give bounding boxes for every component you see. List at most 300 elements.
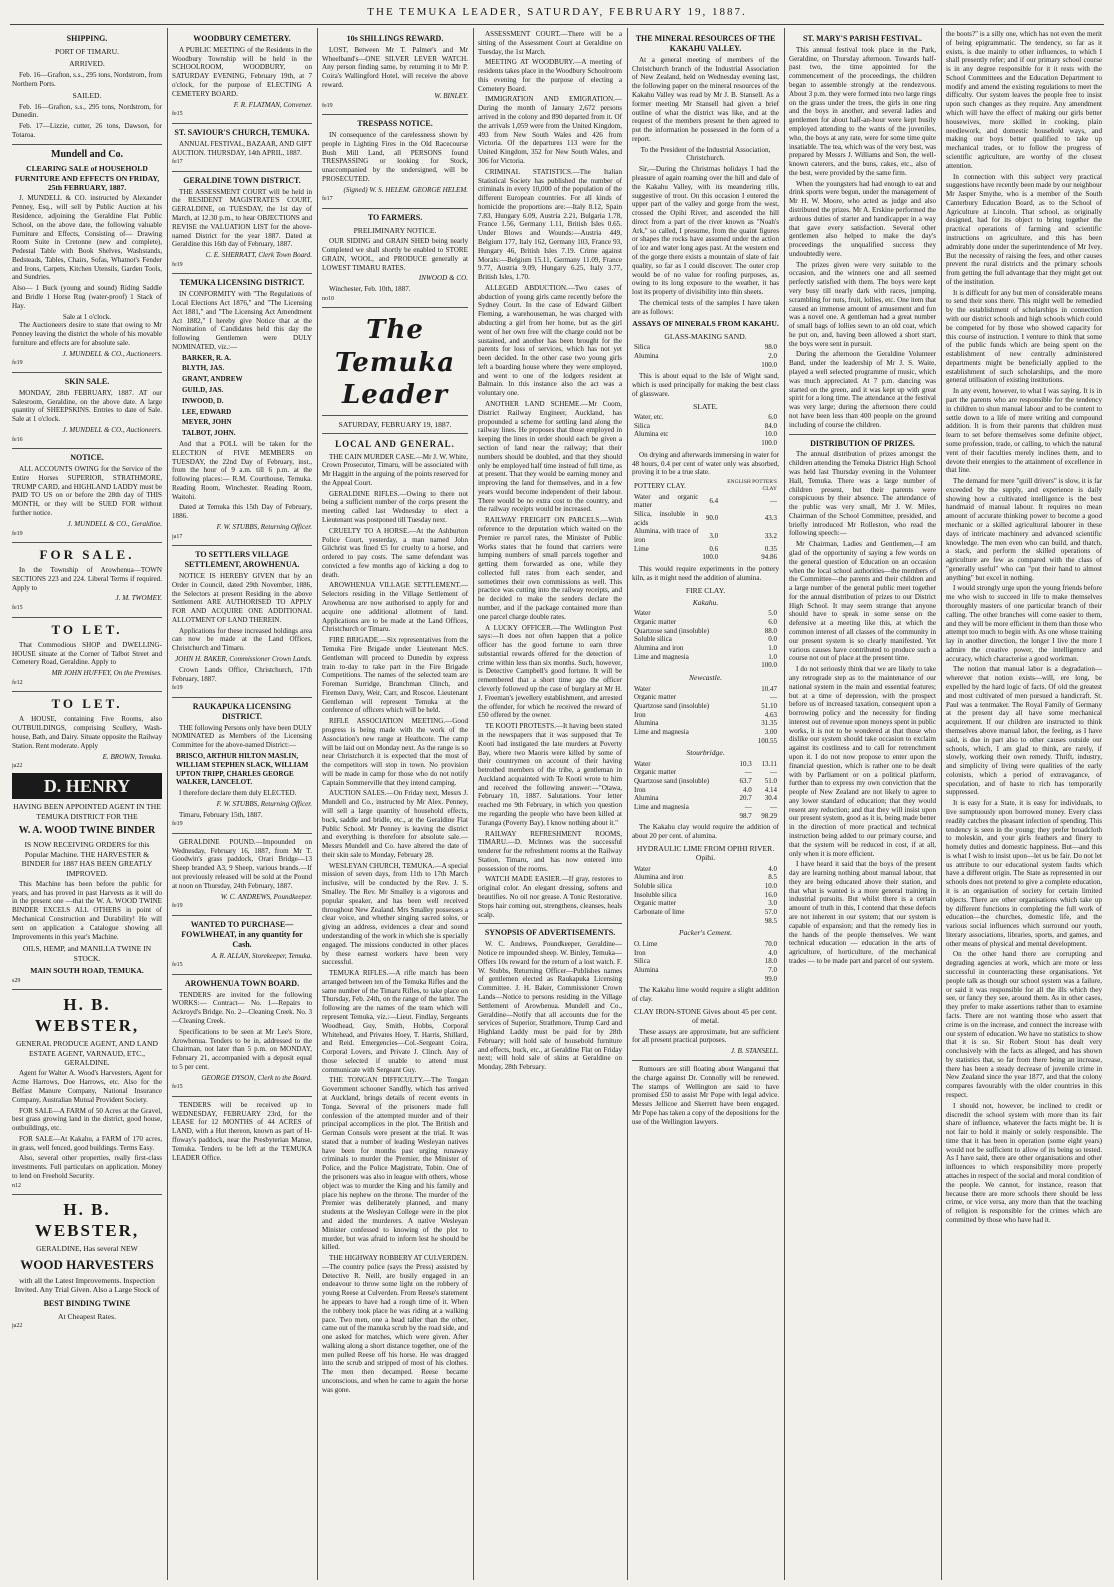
- table-row: [632, 908, 779, 917]
- cell-label: Alumina: [634, 351, 659, 360]
- table-row: [632, 865, 779, 874]
- cell-label: Soluble silica: [634, 635, 672, 644]
- article-paragraph: During the afternoon the Geraldine Volunteer Band, under the leadership of Mr J. S. Waite, played a well selected programme of music, which was much appreciated. At 7 p.m. dancing was started on the green, and it was kept up with great spirit for a long time. The attendance at the festival was very large; during the afternoon there could not have been less than 400 people on the ground including of course the children.: [789, 350, 936, 429]
- settlers-text: NOTICE IS HEREBY GIVEN that by an Order in Council, dated 29th November, 1886, the Selectors at present Residing in the above Settlement ARE AUTHORISED TO APPLY FOR AND ACQUIRE ONE ADDITIONAL ALLOTMENT OF LAND THEREIN.: [172, 572, 312, 624]
- table-row: [632, 949, 779, 958]
- webster-title: GENERAL PRODUCE AGENT, AND LAND ESTATE AGENT, VARNAUD, ETC., GERALDINE.: [16, 1039, 158, 1068]
- cell-total: 94.86: [761, 553, 777, 562]
- cell-value: 10.0: [764, 882, 777, 891]
- assay-note: On drying and afterwards immersing in water for 48 hours, 0.4 per cent of water only was absorbed, proving it to be a true slate.: [632, 450, 779, 477]
- webster-text: FOR SALE—A FARM of 50 Acres at the Gravel, best grass growing land in the district, good house, outbuildings, etc.: [12, 1106, 162, 1133]
- clearing-sale-heading: CLEARING SALE of HOUSEHOLD FURNITURE AND EFFECTS ON FRIDAY, 25th FEBRUARY, 1887.: [14, 164, 160, 193]
- nameplate: The Temuka Leader: [334, 315, 456, 410]
- table-row: [632, 430, 779, 439]
- table-row: [632, 693, 779, 702]
- article-paragraph: The prizes given were very suitable to the occasion, and the winners one and all seemed perfectly satisfied with them. The boys were kept very busy till nearly dark with races, jumping, scrambling for nuts, fruit, lollies, etc. One item that caused an immense amount of amusement and fun was a novel one. A gentleman had a great number of small bags of lollies sewn to an old coat, which he put on, and, having been allowed a short start, the boys were sent in pursuit.: [789, 260, 936, 348]
- clearing-sale-also: Also— 1 Buck (young and sound) Riding Saddle and Bridle 1 Horse Rug (water-proof) 1 Stack of Hay.: [12, 284, 162, 310]
- mineral-heading: THE MINERAL RESOURCES OF THE KAKAHU VALLEY.: [635, 34, 776, 53]
- divider: [12, 617, 162, 618]
- hydraulic-table: [632, 865, 779, 926]
- ad-ref: fe17: [172, 159, 183, 166]
- cell-label: Quartzose sand (insoluble): [634, 626, 710, 635]
- table-row: [632, 777, 779, 786]
- news-item: WATCH MADE EASIER.—If gray, restores to original color. An elegant dressing, softens and beautifies. No oil nor grease. A Tonic Restorative. Stops hair coming out, strengthens, cleanses, heals scalp.: [478, 875, 622, 919]
- cell-total: 100.0: [761, 661, 777, 670]
- news-item: TE KOOTI PROTESTS.—It having been stated in the newspapers that it was supposed that Te Kooti had instigated the late murders at Poverty Bay, where two Maoris were killed by some of their countrymen on account of their having betrothed members of the tribe, a gentleman in Auckland acquainted with Te Kooti wrote to him and received the following answer:—"Otawa, February 10, 1887. Salutations. Your letter reached me 9th February, in which you question me regarding the people who have been killed at Turanga (Poverty Bay). I know nothing about it.": [478, 722, 622, 827]
- article-paragraph: The annual distribution of prizes amongst the children attending the Temuka District High School was held last Thursday evening in the Volunteer Hall, Temuka. There was a large number of children present, but their parents were conspicuous by their absence. The attendance of the public was very small, Mr J. W. Miles, Chairman of the School Committee, presided, and briefly introduced Mr Rolleston, who read the following speech:—: [789, 450, 936, 538]
- column-1: [12, 30, 162, 1580]
- cemetery-heading: WOODBURY CEMETERY.: [193, 34, 291, 43]
- nominee: BLYTH, JAS.: [182, 364, 225, 373]
- signature: C. E. SHERRATT, Clerk Town Board.: [205, 251, 312, 260]
- cell-label: O. Lime: [634, 939, 658, 948]
- signature: GEORGE DYSON, Clerk to the Board.: [201, 1073, 312, 1082]
- pound-notice: GERALDINE POUND.—Impounded on Wednesday, February 16, 1887, from Mr T. Goodwin's grass paddock, Orari Bridge—13 Sheep branded A3, 9 Sheep, various brands.—If not previously released will be sold at the Pound at noon on Thursday, 24th February, 1887.: [172, 837, 312, 890]
- news-item: RIFLE ASSOCIATION MEETING.—Good progress is being made with the work of the Association's new range at Heathcote. The camp will be laid out on Monday next. As the range is so near Christchurch it is expected that the most of the competitors will stop in town. No provision will be made in camp for those who do not notify Captain Sommerville that they intend camping.: [322, 717, 468, 787]
- cell-value: 7.0: [768, 965, 777, 974]
- table-row: [632, 510, 779, 527]
- table-row: [632, 493, 779, 510]
- signature: J. B. STANSELL.: [730, 1047, 779, 1056]
- assays-heading: ASSAYS OF MINERALS FROM KAKAHU.: [632, 319, 779, 329]
- divider: [172, 545, 312, 546]
- town-district-heading: GERALDINE TOWN DISTRICT.: [183, 175, 301, 185]
- table-row: [632, 702, 779, 711]
- divider: [322, 307, 468, 308]
- ad-ref: fe19: [172, 821, 183, 828]
- table-row: [632, 899, 779, 908]
- ad-ref: fe19: [322, 102, 333, 109]
- table-row: [632, 527, 779, 544]
- licensing-heading: TEMUKA LICENSING DISTRICT.: [179, 278, 305, 288]
- sailed-entry: Feb. 16—Grafton, s.s., 295 tons, Nordstrom, for Dunedin.: [12, 102, 162, 120]
- henry-product: W. A. WOOD TWINE BINDER: [18, 824, 156, 836]
- nominee: MEYER, JOHN: [182, 418, 232, 427]
- news-item: FIRE BRIGADE.—Six representatives from the Temuka Fire Brigade under Lieutenant McS. Gentleman will proceed to Dunedin by express train to-day to take part in the Fire Brigade Competitions. The names of the selected team are Foreman Surridge, Branchman Clinch, and Firemen Davy, Weir, Carr, and Roscoe. Lieutenant Gentleman will represent Temuka at the conference of officers which will be held.: [322, 636, 468, 715]
- cell-label: Silica: [634, 421, 650, 430]
- table-row: [632, 882, 779, 891]
- divider: [12, 691, 162, 692]
- cell-value: 16.0: [764, 890, 777, 899]
- news-item: THE TONGAN DIFFICULTY.—The Tongan Government schooner Sandfly, which has arrived at Auckland, brings details of recent events in Tonga. Several of the prisoners made full confession of the attempted murder and of their principal accomplices in the plot. The British and German Consuls were present at the trial. It was stated that a number of leading Wesleyan natives have been for months past urging runaway criminals to murder the Premier, the Minister of Police, and the Police Magistrate, Tobin. One of the prisoners was also in league with others, whose object was to murder the King and his family and place his nephew on the throne. The murder of the Premier was deliberately planned, and many students at the Wesleyan College were in the plot and aided the murderers. A native Wesleyan Minister confessed to knowing of the plot to murder, but was afraid to inform lest he should be killed.: [322, 1076, 468, 1252]
- ad-ref: fe15: [12, 605, 23, 612]
- cell-label: Quartzose sand (insoluble): [634, 701, 710, 710]
- divider: [12, 1194, 162, 1195]
- cell-value: 13.11: [761, 759, 777, 768]
- webster-text: with all the Latest Improvements. Inspection Invited. Any Trial Given. Also a Large Stock of: [14, 1275, 160, 1295]
- cell-label: Iron: [634, 710, 646, 719]
- article-paragraph: I do not seriously think that we are likely to take any retrograde step as to the maintenance of our national system in the main and essential features; but at a time of depression, with the prospect before us of increased taxation, consequent upon a borrowing policy and the necessity for finding interest out of revenue upon moneys spent in public works, it is not to be wondered at that those who dislike our system should take occasion to exclaim against its costliness and to call for retrenchment upon it. I do not now propose to enter upon the financial question, which is rather one to be dealt with by Parliament or on a political platform, further than to express my own conviction that the people of New Zealand are not likely to agree to any lower standard of education; that they would resent any reduction; and that they will insist upon our present system, good as it is, being made better in the direction of more practical and technical instruction being added to our primary course, and that the system will be reduced in cost, if at all, only when it is more efficient.: [789, 665, 936, 858]
- to-let-text: A HOUSE, containing Five Rooms, also OUTBUILDINGS, comprising Scullery, Wash-house, Bath, and Dairy. Situate opposite the Railway Station. Rent moderate. Apply: [12, 715, 162, 750]
- ad-ref: ja22: [12, 763, 23, 770]
- signature: W. BINLEY.: [434, 91, 468, 100]
- raukapuka-text: THE following Persons only have been DULY NOMINATED as Members of the Licensing Committee for the above-named District:—: [172, 723, 312, 750]
- to-let-heading: TO LET.: [51, 696, 123, 712]
- divider: [322, 415, 468, 416]
- column-rule: [473, 28, 474, 1580]
- cell-value: 0.35: [764, 544, 777, 553]
- packers-heading: Packer's Cement.: [678, 928, 733, 938]
- news-item: AUCTION SALES.—On Friday next, Messrs J. Mundell and Co., instructed by Mr Alex. Penney, will sell a large quantity of household effects, buck, saddle and bridle, etc., at the Geraldine Flat Public School. Mr Penney is leaving the district and everything is therefore for absolute sale.—Messrs Mundell and Co. have altered the date of their skin sale to Monday, February 28.: [322, 789, 468, 859]
- divider: [172, 1096, 312, 1097]
- arrived-entry: Feb. 16—Grafton, s.s., 295 tons, Nordstrom, from Northern Ports.: [12, 70, 162, 88]
- article-paragraph: It is easy for a State, it is easy for individuals, to live sumptuously upon borrowed money. Every class readily catches the pleasant infection of spending. This tendency is seen in the young; they prefer broadcloth to moleskin, and your girls feathers and finery to homely duties and domestic happiness. But—and this is what I wish to insist upon—let us be fair. Do not let us attribute to our educational system faults which have a different origin. The State as represented in our schools does not pretend to give a complete education, it is an organisation of society for certain limited objects. There are other organisations which take up by different functions in completing the full work of education—the churches, domestic life, and the various social influences which surround our youth, literary associations, libraries, sports, and games, and other means of physical and mental development.: [946, 799, 1102, 948]
- table-row: [632, 711, 779, 720]
- pottery-table: [632, 479, 779, 562]
- table-row: [632, 966, 779, 975]
- signature: J. MUNDELL & CO., Auctioneers.: [62, 349, 162, 358]
- masthead: THE TEMUKA LEADER, SATURDAY, FEBRUARY 19, 1887.: [367, 6, 747, 18]
- cell-label: Organic matter: [634, 618, 677, 627]
- trespass-text: IN consequence of the carelessness shown by people in Lighting Fires in the Old Racecourse Bush Mill Land, all PERSONS found TRESPASSING or looking for Stock, unaccompanied by the undersigned, will be PROSECUTED.: [322, 130, 468, 183]
- column-rule: [941, 28, 942, 1580]
- table-row: [632, 719, 779, 728]
- farmers-subheading: PRELIMINARY NOTICE.: [353, 225, 437, 235]
- nominee: BARKER, R. A.: [182, 353, 232, 362]
- webster-rates: At Cheapest Rates.: [58, 1311, 116, 1321]
- table-row: [632, 891, 779, 900]
- cell-label: Lime: [634, 544, 649, 553]
- webster-text: Agent for Walter A. Wood's Harvesters, Agent for Acme Harrows, Doe Harrows, etc. Also for the Belfast Manure Company, National Insurance Company, Australian Mutual Provident Society.: [12, 1069, 162, 1104]
- cell-label: Lime and magnesia: [634, 652, 689, 661]
- ad-ref: ja17: [172, 533, 183, 540]
- cell-label: Alumina and iron: [634, 873, 684, 882]
- table-row: [632, 957, 779, 966]
- cell-total: 100.55: [757, 736, 777, 745]
- cell-value: 20.7: [739, 794, 752, 803]
- article-paragraph: On the other hand there are corrupting and degrading agencies at work, which are more or less successful in counteracting these organisations. Yet people talk as though our school system was a failure, or said it was responsible for all the ills which they see, or fancy they see, around them. As in other cases, they prefer to make assertions rather than to examine facts. There are not wanting those who assert that crime is on the increase, and connect the increase with our system of education. We have no statistics to show that it is so. Sir Robert Stout has dealt very conclusively with the facts as alleged, and has shown by statistics that, so far from there being an increase, there has been a steady decrease of juvenile crime in New Zealand since the year 1877, and that the colony compares favourably with the older countries in this respect.: [946, 950, 1102, 1099]
- article-paragraph: In connection with this subject very practical suggestions have recently been made by our neighbour Mr Jasper Smythe, who is a member of the South Canterbury Education Board, as to the School of Agriculture at Lincoln. That school, as originally designed, had for its object to bring together the practical operations of farming and scientific instructions on agriculture, and this has been admirably done under the superintendence of Mr Ivey. But the necessity of raising the fees, and other causes prevent the rural districts and the primary schools from getting the full advantage that they might get out of the institution.: [946, 172, 1102, 286]
- cell-value: 3.00: [764, 727, 777, 736]
- column-rule: [784, 28, 785, 1580]
- henry-intro-2: IS NOW RECEIVING ORDERS for this Popular Machine. THE HARVESTER & BINDER for 1887 HAS BEEN GREATLY IMPROVED.: [21, 840, 153, 878]
- cell-label: Alumina: [634, 965, 659, 974]
- raukapuka-date: Timaru, February 15th, 1887.: [179, 810, 263, 819]
- table-row: [632, 413, 779, 422]
- shipping-heading: SHIPPING.: [66, 34, 108, 43]
- local-general-heading: LOCAL AND GENERAL.: [335, 439, 455, 450]
- cell-value: 1.0: [768, 644, 777, 653]
- table-row: [632, 644, 779, 653]
- news-item: CRUELTY TO A HORSE.—At the Ashburton Police Court, yesterday, a man named John Gilchrist was fined £5 for cruelty to a horse, and ordered to pay costs. The same defendant was convicted a few months ago of kicking a dog to death.: [322, 526, 468, 579]
- assay-note: This would require experiments in the pottery kiln, as it might need the addition of alumina.: [632, 565, 779, 582]
- cell-value: 31.35: [761, 719, 777, 728]
- settlers-text: Applications for these increased holdings area can now be made at the Land Offices, Christchurch and Timaru.: [172, 626, 312, 653]
- signature: A. R. ALLAN, Storekeeper, Temuka.: [211, 951, 312, 960]
- cell-value: —: [770, 803, 777, 812]
- packers-table: [632, 940, 779, 983]
- column-2: [172, 30, 312, 1580]
- signature: JOHN H. BAKER, Commissioner Crown Lands.: [175, 655, 312, 664]
- divider: [172, 123, 312, 124]
- cell-total: 98.5: [764, 916, 777, 925]
- cell-value: —: [770, 693, 777, 702]
- news-item: CRIMINAL STATISTICS.—The Italian Statistical Society has published the number of criminals in every 10,000 of the population of the different European countries. For all kinds of homicide the proportions are:—Italy 8.12, Spain 7.83, Hungary 6.09, Austria 2.21, Bulgaria 1.78, France 1.56, Germany 1.11, British Isles 0.65. Under Blows and Wounds:—Austria 449, Belgium 177, Italy 162, Germany 103, France 93, Hungary 46, British Isles 7.19. Crime against Morals:—Belgium 15.11, Germany 11.09, France 9.77, Austria 9.09, Hungary 6.25, Italy 3.77, British Isles, 1.70.: [478, 167, 622, 282]
- ad-ref: fe16: [12, 436, 23, 443]
- festival-heading: ST. MARY'S PARISH FESTIVAL.: [802, 34, 923, 43]
- town-district-text: THE ASSESSMENT COURT will be held in the RESIDENT MAGISTRATE'S COURT, GERALDINE, on TUESDAY, the 1st day of March, at 12.30 p.m., to hear OBJECTIONS and REVISE the VALUATION LIST for the above-named District for the year 1887. Dated at Geraldine this 16th day of February, 1887.: [172, 187, 312, 249]
- article-paragraph: The demand for mere "quill drivers" is slow, it is far exceeded by the supply, and experience is daily showing how a cultivated intelligence is the best handmaid of manual labour. It requires no mean amount of accurate thinking power to become a good mechanic or a skilled agricultural labourer in these days of intricate machinery and advanced scientific knowledge. The men even who can build, and thatch, a stack, and perform the skilled operations of agriculture are few as compared with the class of "generally useful" who can "put their hand to almost anything" but excel in nothing.: [946, 477, 1102, 582]
- news-item: IMMIGRATION AND EMIGRATION.—During the month of January 2,672 persons arrived in the colony and 890 departed from it. Of the arrivals 1,059 were from the United Kingdom, 493 from New South Wales and 426 from Victoria. Of the departures 113 were for the United Kingdom, 352 for New South Wales, and 306 for Victoria.: [478, 95, 622, 165]
- farmers-heading: TO FARMERS.: [367, 212, 423, 222]
- cell-value: 43.3: [764, 514, 777, 523]
- slate-table: [632, 413, 779, 448]
- synopsis-text: W. C. Andrews, Poundkeeper, Geraldine—Notice re impounded sheep. W. Binley, Temuka—Offers 10s reward for the return of a lost watch. F. W. Stubbs, Returning Officer—Publishes names of gentlemen elected as Raukapuka Licensing Committee. J. H. Baker, Commissioner Crown Lands—Notice to persons residing in the Village Settlement of Arowhenua. Mundell and Co., Geraldine—Notify that all accounts due for the services of Superior, Strathmore, Trump Card and Highland Laddy must be paid for by 28th February; will hold sale of household furniture and effects, buck, etc., at Geraldine Flat on Friday next; will hold sale of skins at Geraldine on Monday, 28th February.: [478, 940, 622, 1072]
- column-rule: [317, 28, 318, 1580]
- table-header: [632, 479, 779, 493]
- for-sale-text: In the Township of Arowhenua—TOWN SECTIONS 223 and 224. Liberal Terms if required. Apply to: [12, 566, 162, 592]
- table-row: [632, 343, 779, 352]
- column-header: ENGLISH POTTER'S CLAY: [727, 479, 777, 492]
- ad-ref: fe19: [172, 685, 183, 692]
- farmers-date: Winchester, Feb. 10th, 1887.: [329, 285, 411, 294]
- cell-label: Organic matter: [634, 899, 677, 908]
- cell-value: 0.0: [768, 635, 777, 644]
- ad-ref: fe17: [322, 196, 333, 203]
- cell-value: 57.0: [764, 908, 777, 917]
- cell-label: Silica, insoluble in acids: [634, 510, 699, 527]
- column-5: [632, 30, 779, 1580]
- for-sale-heading: FOR SALE.: [39, 546, 135, 562]
- cell-value: —: [770, 768, 777, 777]
- ad-ref: fe15: [172, 962, 183, 969]
- cell-label: Iron: [634, 948, 646, 957]
- glass-heading: GLASS-MAKING SAND.: [664, 331, 747, 341]
- cell-value: 30.4: [764, 794, 777, 803]
- arrived-heading: ARRIVED.: [69, 59, 105, 69]
- cell-label: Water: [634, 609, 651, 618]
- settlers-date: Crown Lands Office, Christchurch, 17th February, 1887.: [172, 665, 312, 683]
- clearing-sale-text: J. MUNDELL & CO. instructed by Alexander Penney, Esq., will sell by Public Auction at his Residence, adjoining the Geraldine Flat Public School, on the above date, the following valuable Furniture and Effects, Consisting of— Drawing Room Suite in Cretonne (new and complete), Pedestal Table with Book Shelves, Washstands, Bedsteads, Tables, Chairs, Sofas, Whatnot's Fender and Irons, Carpets, Kitchen Utensils, Garden Tools, and Sundries.: [12, 194, 162, 282]
- webster-text: Also, several other properties, really first-class investments. Full particulars on application. Money to lend on Freehold Security.: [12, 1154, 162, 1181]
- divider: [12, 542, 162, 543]
- town-board-text: TENDERS are invited for the following WORKS:— Contract— No. 1—Repairs to Ackroyd's Bridge. No. 2—Cleaning Creek. No. 3—Cleaning Creek.: [172, 990, 312, 1025]
- licensing-date: Dated at Temuka this 15th Day of February, 1886.: [172, 503, 312, 521]
- news-item: ANOTHER LAND SCHEME.—Mr Coom, District Railway Engineer, Auckland, has propounded a scheme for settling land along the railway lines. He proposes that those employed in keeping the lines in order should each be given a section of land near the railway; that their numbers should be doubled, and that they should only be employed half time instead of full time, as at present. That they would be earning money and improving the land for themselves, and in a few years would become independent of their labour. There would be no extra cost to the country, and the railway receipts would be increased.: [478, 400, 622, 514]
- tenders-text: TENDERS will be received up to WEDNESDAY, FEBRUARY 23rd, for the LEASE for 12 MONTHS of 44 ACRES of LAND, with a Hut thereon, known as part of H-ffoway's paddock, near the Presbyterian Manse, Temuka. Tenders to be left at the TEMUKA LEADER Office.: [172, 1100, 312, 1162]
- to-let-text: That Commodious SHOP and DWELLING-HOUSE situate at the Corner of Talbot Street and Cemetery Road, Geraldine. Apply to: [12, 640, 162, 667]
- issue-date: SATURDAY, FEBRUARY 19, 1887.: [338, 419, 452, 429]
- signature: F. R. FLATMAN, Convener.: [233, 100, 312, 109]
- signature: MR JOHN HUFFEY, On the Premises.: [51, 669, 162, 678]
- cell-value: 3.0: [709, 531, 719, 540]
- news-item: RAILWAY FREIGHT ON PARCELS.—With reference to the deputation which waited on the Premier re parcel rates, the Minister of Public Works states that he found that carriers were lumping numbers of small parcels together and getting them forwarded as one, while they collected full rates from each sender, and sometimes their own commissions as well. This practice was cutting into the railway receipts, and he decided to make the senders declare the number, and if the package contained more than one parcel charge double rates.: [478, 516, 622, 621]
- cell-value: 1.0: [768, 652, 777, 661]
- divider: [172, 171, 312, 172]
- news-item: Rumours are still floating about Wanganui that the charge against Dr. Connolly will be renewed. The stamps of Wellington are said to have promised £50 to assist Mr Pope with legal advice. Messrs Jellicoe and Skerrett have been engaged. Mr Pope has taken a copy of the depositions for the use of the Wellington lawyers.: [632, 1064, 779, 1126]
- signature: W. C. ANDREWS, Poundkeeper.: [220, 892, 312, 901]
- skin-sale-heading: SKIN SALE.: [64, 376, 110, 386]
- cell-label: Alumina etc: [634, 430, 669, 439]
- table-row: [632, 794, 779, 803]
- article-paragraph: The chemical tests of the samples I have taken are as follows:: [632, 298, 779, 316]
- table-row: [632, 728, 779, 737]
- glass-table: [632, 343, 779, 369]
- cell-total: 100.0: [761, 360, 777, 369]
- nominee: INWOOD, D.: [182, 396, 224, 405]
- table-total: [632, 975, 779, 984]
- cell-total: 98.29: [761, 811, 777, 820]
- assay-closing: These assays are approximate, but are sufficient for all present practical purposes.: [632, 1027, 779, 1045]
- divider: [172, 915, 312, 916]
- cell-label: Water: [634, 759, 651, 768]
- cell-value: 4.0: [743, 785, 752, 794]
- divider: [478, 923, 622, 924]
- wood-harvesters: WOOD HARVESTERS: [20, 1256, 154, 1272]
- cell-value: 10.47: [761, 684, 777, 693]
- skin-sale-text: MONDAY, 28th FEBRUARY, 1887. AT our Salesroom, Geraldine, on the above date. A large quantity of SHEEPSKINS. Entries to date of Sale. Sale at 1 o'clock.: [12, 388, 162, 424]
- article-paragraph: I have heard it said that the boys of the present day are learning nothing about manual labour, that they are being educated above their station, and that what is wanted is a more general training in industrial pursuits. But whilst there is a certain amount of truth in this, I contend that these defects are not inherent in our system; that our system is capable of expansion; and that the remedy lies in the hands of the people themselves. We want technical education — education in the arts of agriculture, of horticulture, of the mechanical trades — to be made part and parcel of our system.: [789, 860, 936, 965]
- kakahu-table: [632, 609, 779, 670]
- cell-value: 98.0: [764, 343, 777, 352]
- article-paragraph: When the youngsters had had enough to eat and drink sports were begun, under the management of Mr H. W. Moore, who acted as judge and also distributed the prizes. Mr A. Erskine performed the arduous duties of starter and handicapper in a way that gave every satisfaction. Several other gentlemen also helped to make the day's proceedings the unqualified success they undoubtedly were.: [789, 179, 936, 258]
- news-item: GERALDINE RIFLES.—Owing to there not being a sufficient number of the corps present the meeting called last Wednesday to elect a Lieutenant was postponed till Tuesday next.: [322, 489, 468, 525]
- town-board-heading: AROWHENUA TOWN BOARD.: [184, 978, 300, 988]
- article-paragraph: At a general meeting of members of the Christchurch branch of the Industrial Association of New Zealand, held on Wednesday evening last, the following paper on the mineral resources of the Kakahu Valley was read by Mr J. B. Stansell. As a former meeting Mr Stansell had given a brief outline of what the district was like, and at the request of the members present he then agreed to put the information he possessed in the form of a report.: [632, 55, 779, 143]
- henry-intro: HAVING BEEN APPOINTED AGENT IN THE TEMUKA DISTRICT FOR THE: [13, 802, 161, 821]
- ad-ref: no10: [322, 295, 334, 302]
- cell-value: 33.2: [764, 531, 777, 540]
- cell-total: 100.0: [702, 553, 719, 562]
- ad-ref: ja22: [12, 1323, 23, 1330]
- church-heading: ST. SAVIOUR'S CHURCH, TEMUKA.: [174, 127, 310, 137]
- cell-label: Alumina: [634, 719, 659, 728]
- cell-value: 10.3: [739, 759, 752, 768]
- signature: J. MUNDELL & CO., Auctioneers.: [62, 425, 162, 434]
- church-text: ANNUAL FESTIVAL, BAZAAR, AND GIFT AUCTION. THURSDAY, 14th APRIL, 1887.: [172, 139, 312, 157]
- divider: [12, 144, 162, 145]
- column-rule: [167, 28, 168, 1580]
- cell-label: Iron: [634, 785, 646, 794]
- cell-value: —: [744, 768, 752, 777]
- nominee: TALBOT, JOHN.: [182, 429, 236, 438]
- article-paragraph: It is difficult for any but men of considerable means to send their sons there. This might well be remedied by the establishment of scholarships in connection with our district schools and high schools which could be competed for by those who showed capacity for this course of instruction. I venture to think that some of the public funds which are being spent on the establishment of new centrally administered departments might be beneficially applied to the establishment of such scholarships, and the more general utilisation of existing institutions.: [946, 288, 1102, 385]
- hydraulic-heading: HYDRAULIC LIME FROM OPIHI RIVER. Opihi.: [636, 843, 775, 863]
- table-row: [632, 940, 779, 949]
- slate-heading: SLATE.: [693, 401, 718, 411]
- cell-value: 6.4: [709, 497, 719, 506]
- cell-label: Soluble silica: [634, 882, 672, 891]
- sale-time: Sale at 1 o'clock.: [62, 312, 112, 321]
- henry-text: This Machine has been before the public for years, and has proved in past Harvests as it will do in the present one —that the W. A. WOOD TWINE BINDER EXCELS ALL OTHERS in point of Mechanical Construction and Durability! He will sent on application a Catalogue showing all Improvements in this year's Machine.: [12, 879, 162, 941]
- mundell-heading: Mundell and Co.: [51, 148, 123, 160]
- article-paragraph: Mr Chairman, Ladies and Gentlemen,—I am glad of the opportunity of saying a few words on the general question of Education on an occasion when the local school authorities—the members of the Committee—the parents and their children and a large number of the general public meet together for the annual distribution of prizes to our District High School. It may seem strange that anyone should have to speak in some sense on the defensive at a meeting like this, at which the common interest of all classes of the community in our present system is so clearly manifested. Yet various causes have contributed to produce such a course not out of place at the present time.: [789, 540, 936, 663]
- divider: [322, 433, 468, 434]
- nominee: GUILD, JAS.: [182, 386, 224, 395]
- cell-value: 63.7: [739, 777, 752, 786]
- cell-label: Lime and magnesia: [634, 803, 689, 812]
- henry-stock: OILS, HEMP, and MANILLA TWINE IN STOCK.: [22, 944, 152, 963]
- table-total: [632, 553, 779, 562]
- cemetery-text: A PUBLIC MEETING of the Residents in the Woodbury Township will be held in the SCHOOLROOM, WOODBURY, on SATURDAY EVENING, February 19th, at 7 o'clock, for the purpose of ELECTING A CEMETERY BOARD.: [172, 45, 312, 98]
- divider: [322, 208, 468, 209]
- webster-name: H. B. WEBSTER,: [34, 995, 140, 1036]
- ad-ref: fe15: [172, 111, 183, 118]
- table-row: [632, 545, 779, 554]
- cell-label: Organic matter: [634, 693, 677, 702]
- ad-ref: fe19: [172, 903, 183, 910]
- cell-value: 10.0: [764, 430, 777, 439]
- sailed-entry: Feb. 17—Lizzie, cutter, 26 tons, Dawson, for Totaroa.: [12, 122, 162, 140]
- cell-value: 2.0: [768, 351, 777, 360]
- cell-label: Alumina: [634, 794, 659, 803]
- cell-value: 0.6: [709, 544, 719, 553]
- cell-value: 90.0: [705, 514, 719, 523]
- article-paragraph: In any event, however, to what I was saying. It is in part the parents who are responsible for the tendency in children to shun manual labour and to be content to settle down to a life of mere writing and compound addition. It is from their parents that children must learn to set before themselves some definite object, some profession, trade, or calling, to which the natural vent of their faculties merely inclines them, and to devote their energies to the attainment of excellence in that line.: [946, 387, 1102, 475]
- signature: (Signed) W. S. HELEM. GEORGE HELEM.: [343, 185, 468, 194]
- stourbridge-table: [632, 760, 779, 821]
- column-4: [478, 30, 622, 1580]
- henry-address: MAIN SOUTH ROAD, TEMUKA.: [30, 966, 144, 976]
- cell-label: Silica: [634, 957, 650, 966]
- cell-value: 84.0: [764, 421, 777, 430]
- assay-note: This is about equal to the Isle of Wight sand, which is used principally for making the best class of glassware.: [632, 372, 779, 398]
- newcastle-heading: Newcastle.: [688, 673, 723, 683]
- cell-value: 18.0: [764, 957, 777, 966]
- cell-label: Alumina, with trace of iron: [634, 527, 699, 545]
- stourbridge-heading: Stourbridge.: [686, 748, 725, 758]
- ad-ref: fe19: [12, 360, 23, 367]
- table-total: [632, 812, 779, 821]
- cell-value: 6.0: [768, 618, 777, 627]
- webster-name: H. B. WEBSTER,: [34, 1200, 140, 1241]
- webster-text: FOR SALE—At Kakahu, a FARM of 170 acres, in grass, well fenced, good buildings. Terms Easy.: [12, 1134, 162, 1152]
- article-address: To the President of the Industrial Association, Christchurch.: [640, 145, 771, 163]
- town-board-text: Specifications to be seen at Mr Lee's Store, Arowhenua. Tenders to be in, addressed to the Chairman, not later than 5 p.m. on MONDAY, February 21, accompanied with a deposit equal to 5 per cent.: [172, 1027, 312, 1071]
- cell-value: 4.63: [764, 710, 777, 719]
- cell-label: Alumina and iron: [634, 644, 684, 653]
- newcastle-table: [632, 685, 779, 746]
- signature: J. MUNDELL & CO., Geraldine.: [67, 519, 162, 528]
- cell-value: 5.0: [768, 609, 777, 618]
- table-row: [632, 653, 779, 662]
- news-item: A LUCKY OFFICER.—The Wellington Post says:—It does not often happen that a police officer has the good fortune to earn three substantial rewards offered for the detection of crime within less than six months. Such, however, is Detective Campbell's good fortune. It will be remembered that a short time ago the officer cleverly followed up the case of burglary at Mr H. J. Freeman's jewellery establishment, and arrested the offender, for which he received the reward of £50 offered by the owner.: [478, 623, 622, 720]
- reward-text: LOST, Between Mr T. Palmer's and Mr Wheelband's—ONE SILVER LEVER WATCH. Any person finding same, by returning it to Mr P. Coira's Wallingford Hotel, will receive the above reward.: [322, 45, 468, 90]
- cell-total: 99.0: [764, 974, 777, 983]
- binding-twine: BEST BINDING TWINE: [43, 1298, 131, 1308]
- divider: [12, 448, 162, 449]
- table-row: [632, 873, 779, 882]
- nominee: GRANT, ANDREW: [182, 375, 243, 384]
- news-item: WESLEYAN CHURCH, TEMUKA.—A special mission of seven days, from 11th to 17th March inclusive, will be conducted by the Rev. J. S. Smalley. The Rev. Mr Smalley is a vigorous and popular speaker, and has been well received throughout New Zealand. Mrs Smalley possesses a clear voice, and whether singing sacred solos, or giving an address, evidences a clear and sound understanding of the work in which she is specially engaged. The missions conducted in other places by these earnest workers have been very successful.: [322, 861, 468, 967]
- cell-label: Water: [634, 864, 651, 873]
- table-row: [632, 768, 779, 777]
- cell-value: 4.14: [764, 785, 777, 794]
- raukapuka-heading: RAUKAPUKA LICENSING DISTRICT.: [192, 701, 292, 721]
- divider: [172, 273, 312, 274]
- table-row: [632, 422, 779, 431]
- webster-sub: GERALDINE, Has several NEW: [36, 1244, 138, 1254]
- signature: E. BROWN, Temuka.: [102, 752, 162, 761]
- article-paragraph: I should not, however, be inclined to credit or discredit the school system with more than its fair share of influence, whatever the facts might be. It is not fair to hold it mainly or solely responsible. The time that it has been in operation (some eight years) would not be sufficient to allow of its being so tested. As I have said, there are other organisations and other influences to which responsibility more properly attaches in respect of the social and moral condition of the people. We cannot, for instance, reason that because there are more schools there should be less crime, or vice versa, any more than that the teaching of religion is responsible for the crimes which are committed by those who have had it.: [946, 1101, 1102, 1224]
- cell-label: Carbonate of lime: [634, 908, 685, 917]
- ad-ref: fe12: [12, 679, 23, 686]
- table-total: [632, 661, 779, 670]
- settlers-heading: TO SETTLERS VILLAGE SETTLEMENT, AROWHENUA.: [184, 550, 300, 570]
- divider: [12, 372, 162, 373]
- trespass-heading: TRESPASS NOTICE.: [357, 119, 433, 129]
- table-row: [632, 352, 779, 361]
- to-let-heading: TO LET.: [51, 621, 123, 637]
- synopsis-heading: SYNOPSIS OF ADVERTISEMENTS.: [484, 928, 616, 938]
- licensing-text: And that a POLL will be taken for the ELECTION of FIVE MEMBERS on TUESDAY, the 22nd Day of February, inst., from the hour of 9 a.m. till 6 p.m. at the following places:— R.M. Courthouse, Temuka. Reading Room, Winchester. Reading Room, Waitohi.: [172, 439, 312, 501]
- table-total: [632, 737, 779, 746]
- cell-value: 3.0: [768, 899, 777, 908]
- table-row: [632, 760, 779, 769]
- table-row: [632, 635, 779, 644]
- signature: J. M. TWOMEY.: [115, 594, 162, 603]
- divider: [172, 833, 312, 834]
